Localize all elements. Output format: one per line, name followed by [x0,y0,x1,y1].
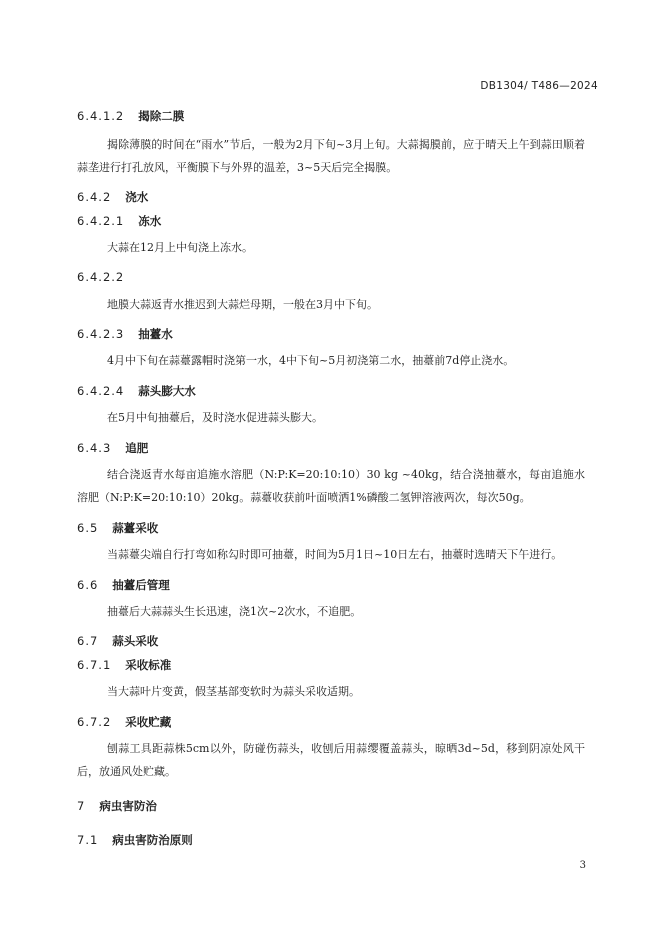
heading-6-4-2-1 [77,213,161,229]
heading-number: 7.1 [77,833,99,847]
paragraph: 刨蒜工具距蒜株5cm以外，防碰伤蒜头，收刨后用蒜缨覆盖蒜头，晾晒3d~5d，移到阴凉处风干后，放通风处贮藏。 [77,742,585,778]
heading-6-4-2 [77,189,148,205]
heading-number: 7 [77,799,86,813]
heading-6-7 [77,633,158,649]
paragraph: 大蒜在12月上中旬浇上冻水。 [107,241,253,254]
document-code: DB1304/ T486—2024 [480,80,598,92]
heading-number: 6.4.3 [77,441,112,455]
heading-7-1 [77,832,193,848]
heading-title: 揭除二膜 [138,109,185,123]
paragraph: 在5月中旬抽薹后，及时浇水促进蒜头膨大。 [107,411,323,424]
heading-number: 6.4.2.3 [77,327,125,341]
paragraph: 揭除薄膜的时间在“雨水”节后，一般为2月下旬~3月上旬。大蒜揭膜前，应于晴天上午到蒜田顺着蒜垄进行打孔放风，平衡膜下与外界的温差，3~5天后完全揭膜。 [77,138,585,174]
heading-6-6 [77,577,170,593]
heading-title: 病虫害防治 [99,799,157,813]
heading-6-7-1 [77,657,171,673]
paragraph: 4月中下旬在蒜薹露帽时浇第一水，4中下旬~5月初浇第二水，抽薹前7d停止浇水。 [107,354,515,367]
heading-number: 6.6 [77,578,99,592]
heading-number: 6.4.1.2 [77,109,125,123]
heading-6-4-2-3 [77,326,173,342]
heading-6-7-2 [77,714,171,730]
heading-title: 抽薹水 [138,327,173,341]
paragraph: 抽薹后大蒜蒜头生长迅速，浇1次~2次水，不追肥。 [107,605,362,618]
heading-number: 6.4.2 [77,190,112,204]
paragraph: 结合浇返青水每亩追施水溶肥（N:P:K=20:10:10）30 kg ~40kg，结合浇抽薹水，每亩追施水溶肥（N:P:K=20:10:10）20kg。蒜薹收获前叶面喷洒1%磷酸二氢钾溶液两次，每次50g。 [77,468,585,504]
heading-title: 冻水 [138,214,162,228]
heading-6-5 [77,520,158,536]
heading-title: 浇水 [125,190,149,204]
heading-number: 6.7.2 [77,715,112,729]
paragraph: 当蒜薹尖端自行打弯如称勾时即可抽薹，时间为5月1日~10日左右，抽薹时选晴天下午进行。 [107,548,563,561]
heading-number: 6.4.2.2 [77,270,125,284]
page-number: 3 [579,860,586,871]
heading-number: 6.4.2.1 [77,214,125,228]
heading-title: 病虫害防治原则 [112,833,193,847]
heading-number: 6.4.2.4 [77,384,125,398]
heading-title: 追肥 [125,441,149,455]
heading-number: 6.7.1 [77,658,112,672]
heading-6-4-3 [77,440,148,456]
heading-7 [77,798,157,814]
heading-number: 6.5 [77,521,99,535]
heading-title: 蒜头膨大水 [138,384,196,398]
heading-6-4-2-4 [77,383,196,399]
heading-6-4-1-2 [77,108,184,124]
heading-number: 6.7 [77,634,99,648]
heading-title: 蒜头采收 [112,634,159,648]
heading-title: 蒜薹采收 [112,521,159,535]
heading-title: 抽薹后管理 [112,578,170,592]
paragraph: 当大蒜叶片变黄，假茎基部变软时为蒜头采收适期。 [107,685,360,698]
heading-title: 采收贮藏 [125,715,172,729]
heading-title: 采收标准 [125,658,172,672]
paragraph: 地膜大蒜返青水推迟到大蒜烂母期，一般在3月中下旬。 [107,298,378,311]
heading-6-4-2-2 [77,270,138,284]
